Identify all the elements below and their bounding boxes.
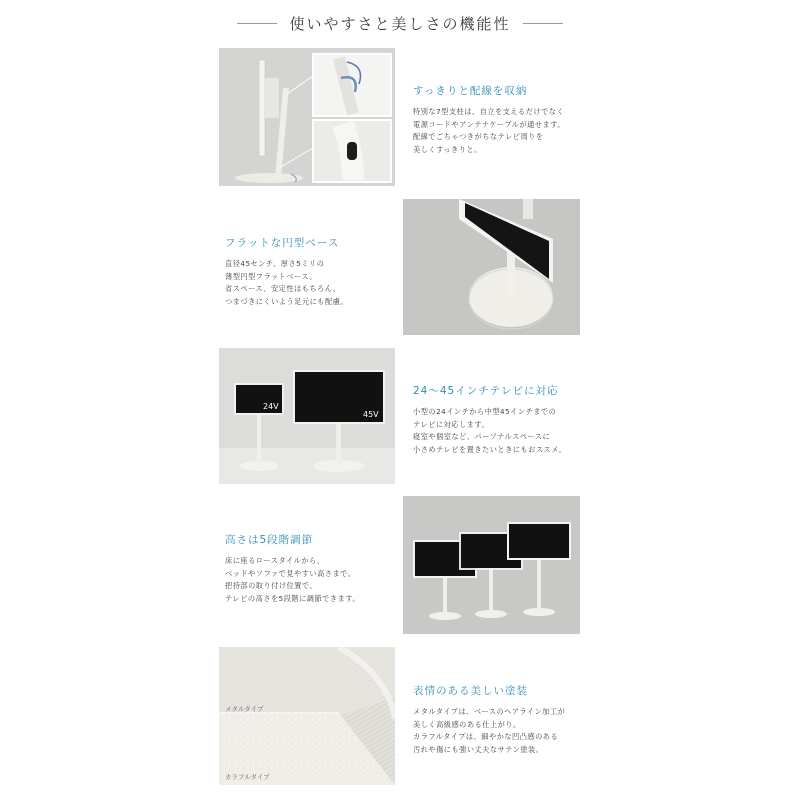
cable-storage-body-1: 特別な7型支柱は、自立を支えるだけでなく [413,107,565,116]
finish-heading: 表情のある美しい塗装 [413,685,528,697]
tv-size-body-2: テレビに対応します。 [413,419,490,429]
cable-storage-heading: すっきりと配線を収納 [413,85,528,97]
tv-size-body-4: 小さめテレビを置きたいときにもおススメ。 [413,444,567,454]
round-base-photo [403,199,580,335]
height-adjust-illustration [403,496,580,634]
round-base-heading: フラットな円型ベース [225,237,340,249]
cable-storage-body-4: 美しくすっきりと。 [413,144,482,154]
cable-storage-text [413,83,603,156]
round-base-body-2: 薄型円型フラットベース。 [225,271,317,281]
round-base-text [225,235,415,308]
round-base-body-3: 省スペース、安定性はもちろん、 [225,284,341,294]
cable-storage-body-3: 配線でごちゃつきがちなテレビ周りを [413,132,544,142]
finish-body-2: 美しく高級感のある仕上がり。 [413,719,521,729]
tv-size-body-1: 小型の24インチから中型45インチまでの [413,407,557,416]
finish-body-1: メタルタイプは、ベースのヘアライン加工が [413,707,566,716]
cable-storage-body-2: 電源コードやアンテナケーブルが通せます。 [413,119,565,129]
round-base-body-4: つまづきにくいよう足元にも配慮。 [225,296,349,306]
finish-body-4: 汚れや傷にも強い丈夫なサテン塗装。 [413,744,544,754]
height-adjust-body-2: ベッドやソファで見やすい高さまで。 [225,568,356,578]
tv-24v-label: 24V [263,402,279,411]
height-adjust-body-4: テレビの高さを5段階に調節できます。 [225,593,361,603]
colorful-type-label: カラフルタイプ [225,773,270,781]
tv-size-heading: 24～45インチテレビに対応 [413,385,559,397]
tv-size-body-3: 寝室や個室など、パーソナルスペースに [413,432,551,442]
height-adjust-heading: 高さは5段階調節 [225,534,314,546]
header-rule-left [237,23,277,24]
height-adjust-photo [403,496,580,634]
metal-type-label: メタルタイプ [225,705,264,713]
height-adjust-body-3: 把持部の取り付け位置で、 [225,581,318,591]
page-title: 使いやすさと美しさの機能性 [289,14,511,33]
round-base-illustration [403,199,580,335]
tv-size-photo [219,348,395,484]
tv-45v-label: 45V [363,410,379,419]
cable-storage-illustration [219,48,395,186]
page-header [0,10,800,36]
finish-photo [219,647,395,785]
header-rule-right [523,23,563,24]
finish-illustration [219,647,395,785]
cable-storage-photo [219,48,395,186]
finish-body-3: カラフルタイプは、細やかな凹凸感のある [413,732,559,742]
round-base-body-1: 直径45センチ、厚さ5ミリの [225,259,325,268]
finish-text [413,683,603,756]
height-adjust-text [225,532,415,605]
tv-size-text [413,383,603,456]
height-adjust-body-1: 床に座るロースタイルから、 [225,556,325,565]
